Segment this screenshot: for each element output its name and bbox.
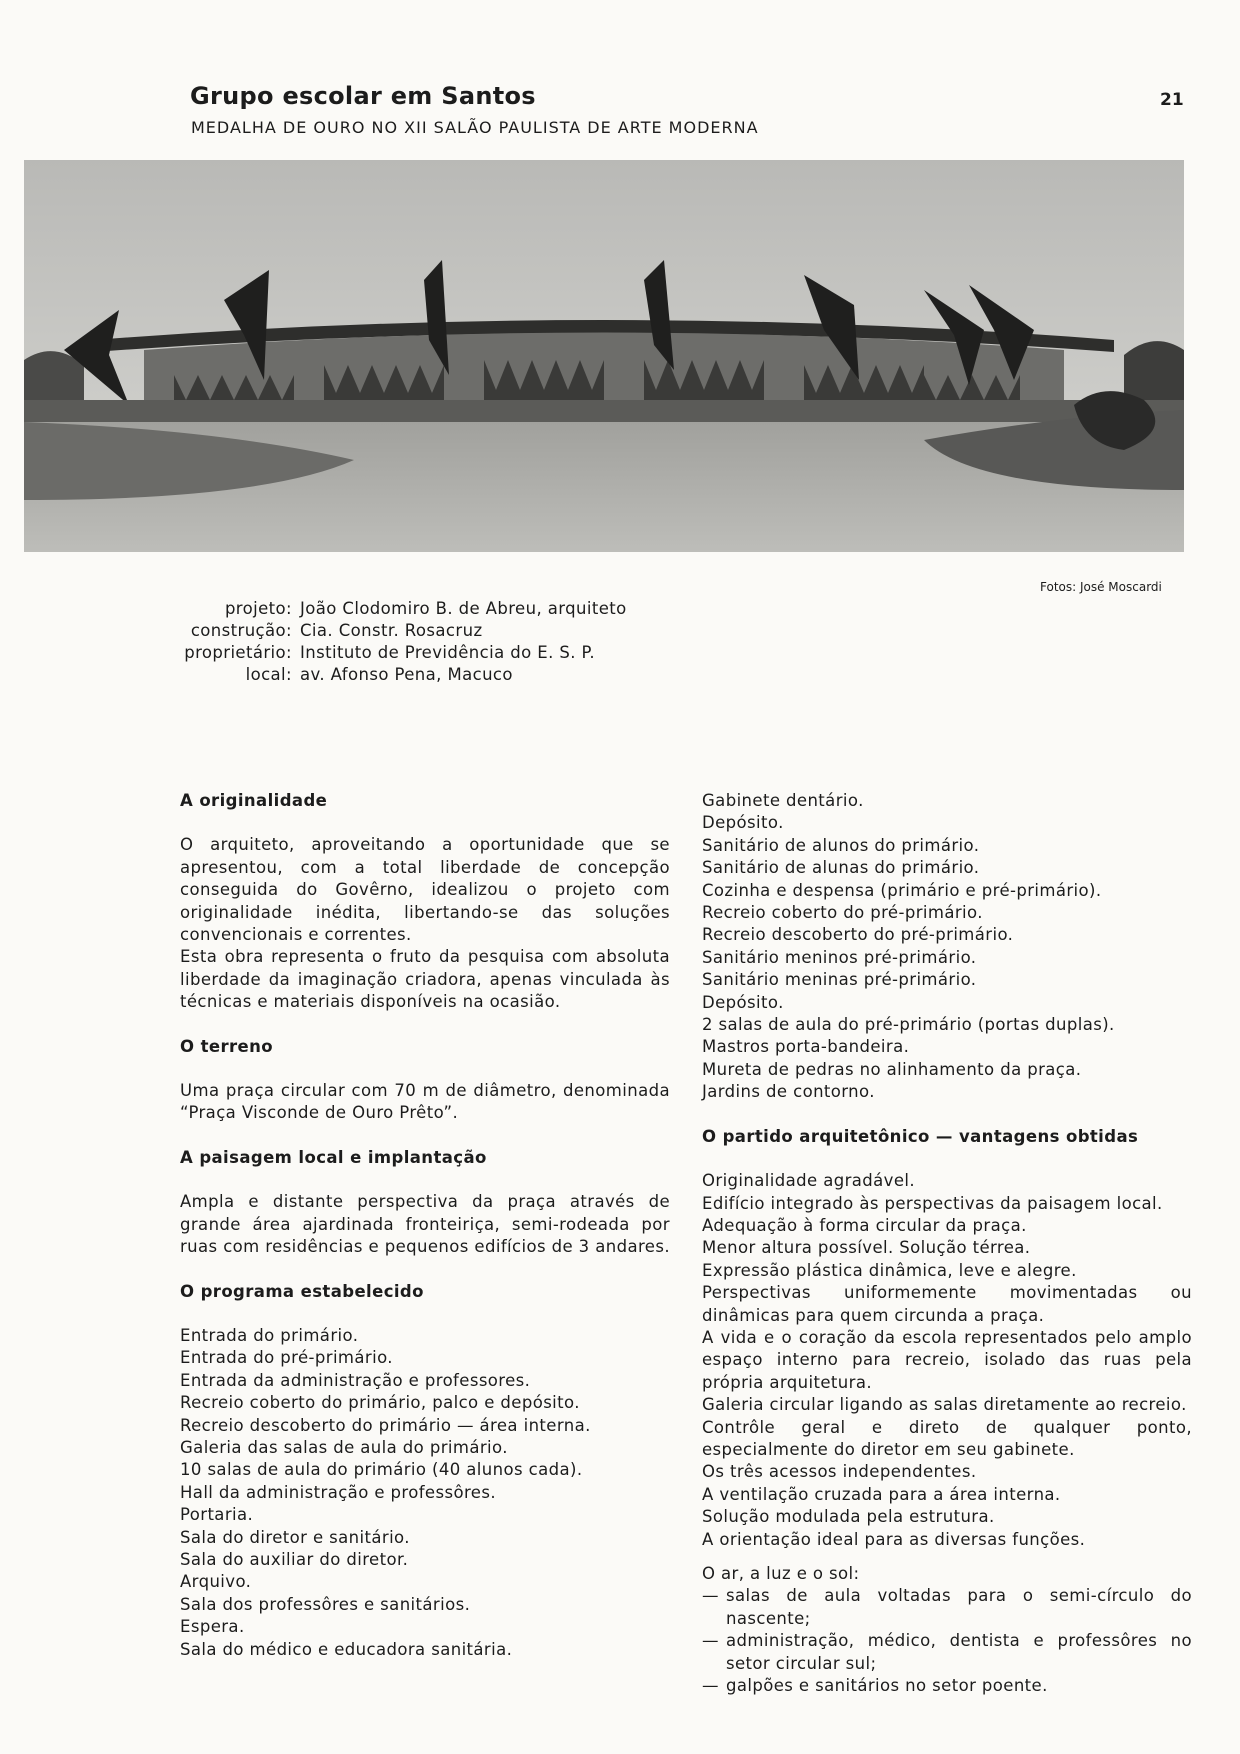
page-number: 21 (1160, 90, 1184, 110)
section-heading: A originalidade (180, 791, 328, 810)
list-item: Sala do auxiliar do diretor. (180, 1549, 409, 1569)
credit-row (150, 642, 627, 664)
list-item: Entrada do primário. (180, 1325, 359, 1345)
building-photo-illustration (24, 160, 1184, 552)
dash-marker: — (702, 1586, 719, 1606)
credit-value: João Clodomiro B. de Abreu, arquiteto (300, 599, 627, 618)
credit-label: projeto: (224, 599, 292, 618)
list-item: Recreio coberto do primário, palco e depósito. (180, 1393, 580, 1413)
list-item: Contrôle geral e direto de qualquer ponto, especialmente do diretor em seu gabinete. (702, 1417, 1192, 1459)
dash-marker: — (702, 1676, 719, 1696)
list-item: Mastros porta-bandeira. (702, 1037, 910, 1057)
article-title: Grupo escolar em Santos (190, 82, 536, 110)
section-heading: O programa estabelecido (180, 1281, 424, 1301)
credit-row (150, 664, 627, 686)
list-item: Sanitário meninas pré-primário. (702, 970, 977, 990)
list-item: Mureta de pedras no alinhamento da praça. (702, 1059, 1082, 1079)
list-item: Sanitário de alunos do primário. (702, 835, 980, 855)
list-item: 10 salas de aula do primário (40 alunos cada). (180, 1460, 583, 1480)
list-item: Menor altura possível. Solução térrea. (702, 1238, 1031, 1258)
paragraph: Ampla e distante perspectiva da praça através de grande área ajardinada fronteiriça, semi-rodeada por ruas com residências e pequenos edifícios de 3 andares. (180, 1192, 670, 1257)
photo-credit: Fotos: José Moscardi (1040, 580, 1162, 594)
list-item: Solução modulada pela estrutura. (702, 1507, 995, 1527)
list-item: Depósito. (702, 992, 784, 1012)
list-item: Arquivo. (180, 1572, 252, 1592)
dash-list-item (702, 1585, 1192, 1630)
list-item: Sala do médico e educadora sanitária. (180, 1639, 513, 1659)
dash-item-text: galpões e sanitários no setor poente. (726, 1676, 1048, 1696)
list-item: Adequação à forma circular da praça. (702, 1215, 1027, 1235)
list-item: Galeria circular ligando as salas diretamente ao recreio. (702, 1395, 1187, 1415)
dash-list-item (702, 1630, 1192, 1675)
paragraph: Uma praça circular com 70 m de diâmetro, denominada “Praça Visconde de Ouro Prêto”. (180, 1081, 670, 1123)
credit-value: av. Afonso Pena, Macuco (300, 665, 513, 684)
list-item: Cozinha e despensa (primário e pré-primário). (702, 880, 1102, 900)
list-item: Entrada do pré-primário. (180, 1348, 393, 1368)
list-item: Galeria das salas de aula do primário. (180, 1437, 508, 1457)
list-item: 2 salas de aula do pré-primário (portas duplas). (702, 1015, 1115, 1035)
section-heading: O terreno (180, 1036, 273, 1056)
list-item: Recreio descoberto do pré-primário. (702, 925, 1014, 945)
list-item: Perspectivas uniformemente movimentadas ou dinâmicas para quem circunda a praça. (702, 1283, 1192, 1325)
list-item: Portaria. (180, 1505, 254, 1525)
building-photo (24, 160, 1184, 552)
article-subtitle: MEDALHA DE OURO NO XII SALÃO PAULISTA DE ARTE MODERNA (191, 118, 759, 137)
list-item: Hall da administração e professôres. (180, 1482, 496, 1502)
credit-value: Instituto de Previdência do E. S. P. (300, 643, 595, 662)
list-item: A orientação ideal para as diversas funções. (702, 1529, 1086, 1549)
credit-value: Cia. Constr. Rosacruz (300, 621, 483, 640)
sun-intro: O ar, a luz e o sol: (702, 1564, 860, 1583)
credit-row (150, 620, 627, 642)
list-item: Sanitário meninos pré-primário. (702, 947, 977, 967)
list-item: Entrada da administração e professores. (180, 1370, 531, 1390)
list-item: Recreio coberto do pré-primário. (702, 903, 983, 923)
section-heading: A paisagem local e implantação (180, 1147, 487, 1167)
list-item: Sanitário de alunas do primário. (702, 858, 980, 878)
dash-item-text: salas de aula voltadas para o semi-círculo do nascente; (726, 1586, 1192, 1628)
list-item: A ventilação cruzada para a área interna. (702, 1484, 1061, 1504)
section-heading: O partido arquitetônico — vantagens obtidas (702, 1126, 1139, 1146)
program-list-continued (702, 790, 1192, 1104)
advantages-list (702, 1170, 1192, 1551)
list-item: Sala dos professôres e sanitários. (180, 1594, 471, 1614)
credit-label: proprietário: (184, 643, 292, 662)
credit-label: construção: (190, 621, 292, 640)
list-item: Jardins de contorno. (702, 1082, 875, 1102)
list-item: Edifício integrado às perspectivas da paisagem local. (702, 1193, 1163, 1213)
list-item: Depósito. (702, 813, 784, 833)
right-column (702, 790, 1192, 1697)
left-column (180, 790, 670, 1661)
paragraph: O arquiteto, aproveitando a oportunidade que se apresentou, com a total liberdade de concepção conseguida do Govêrno, idealizou o projeto com originalidade inédita, libertando-se das soluções convencionais e correntes. (180, 835, 670, 945)
credit-label: local: (245, 665, 292, 684)
project-credits (150, 598, 627, 686)
list-item: Sala do diretor e sanitário. (180, 1527, 410, 1547)
program-list (180, 1325, 670, 1661)
dash-item-text: administração, médico, dentista e professôres no setor circular sul; (726, 1631, 1192, 1673)
list-item: Espera. (180, 1617, 245, 1637)
list-item: Originalidade agradável. (702, 1171, 916, 1191)
list-item: Recreio descoberto do primário — área interna. (180, 1415, 591, 1435)
dash-marker: — (702, 1631, 719, 1651)
list-item: Os três acessos independentes. (702, 1462, 977, 1482)
list-item: Gabinete dentário. (702, 791, 864, 810)
list-item: Expressão plástica dinâmica, leve e alegre. (702, 1260, 1077, 1280)
dash-list-item (702, 1675, 1192, 1697)
credit-row (150, 598, 627, 620)
list-item: A vida e o coração da escola representados pelo amplo espaço interno para recreio, isolado das ruas pela própria arquitetura. (702, 1327, 1192, 1392)
paragraph: Esta obra representa o fruto da pesquisa com absoluta liberdade da imaginação criadora, apenas vinculada às técnicas e materiais disponíveis na ocasião. (180, 947, 670, 1012)
